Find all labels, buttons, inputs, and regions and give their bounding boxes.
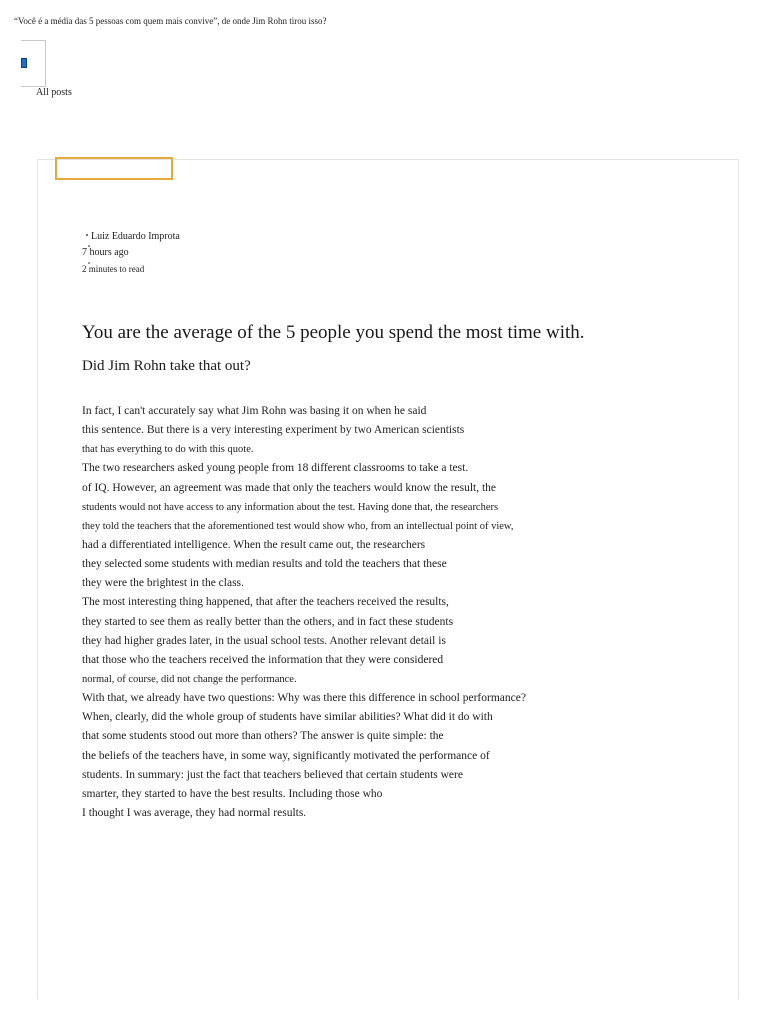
- read-time: 2 minutes to read: [82, 264, 145, 274]
- post-body-line: I thought I was average, they had normal results.: [82, 806, 307, 819]
- post-body-line: students. In summary: just the fact that teachers believed that certain students were: [82, 768, 463, 781]
- post-body-line: that has everything to do with this quote.: [82, 444, 254, 456]
- focused-element-outline[interactable]: [55, 157, 173, 180]
- post-body-line: normal, of course, did not change the performance.: [82, 673, 297, 685]
- post-body-line: With that, we already have two questions: Why was there this difference in school performance?: [82, 692, 526, 705]
- post-body-line: the beliefs of the teachers have, in some way, significantly motivated the performance of: [82, 749, 490, 762]
- post-body-line: they had higher grades later, in the usual school tests. Another relevant detail is: [82, 634, 446, 647]
- post-body-line: In fact, I can't accurately say what Jim Rohn was basing it on when he said: [82, 405, 427, 417]
- post-body-line: The two researchers asked young people from 18 different classrooms to take a test.: [82, 462, 469, 475]
- post-body-line: smarter, they started to have the best results. Including those who: [82, 787, 383, 800]
- post-body: [82, 402, 722, 823]
- author-name[interactable]: Luiz Eduardo Improta: [91, 231, 180, 242]
- author-avatar[interactable]: [86, 234, 88, 236]
- post-body-line: The most interesting thing happened, that after the teachers received the results,: [82, 596, 449, 609]
- page-tab-title: “Você é a média das 5 pessoas com quem mais convive”, de onde Jim Rohn tirou isso?: [14, 16, 327, 26]
- post-body-line: that those who the teachers received the information that they were considered: [82, 653, 444, 666]
- site-logo-icon[interactable]: [21, 58, 27, 68]
- post-body-line: When, clearly, did the whole group of students have similar abilities? What did it do with: [82, 711, 493, 724]
- post-body-line: they were the brightest in the class.: [82, 577, 244, 590]
- post-body-line: students would not have access to any information about the test. Having done that, the researchers: [82, 501, 499, 513]
- post-time-ago: 7 hours ago: [82, 247, 129, 258]
- post-body-line: had a differentiated intelligence. When the result came out, the researchers: [82, 538, 426, 551]
- post-body-line: they selected some students with median results and told the teachers that these: [82, 558, 447, 571]
- post-title: You are the average of the 5 people you spend the most time with.: [82, 322, 585, 343]
- post-body-line: they started to see them as really better than the others, and in fact these students: [82, 615, 454, 628]
- post-subtitle: Did Jim Rohn take that out?: [82, 358, 251, 374]
- post-body-line: this sentence. But there is a very interesting experiment by two American scientists: [82, 424, 465, 437]
- post-body-line: of IQ. However, an agreement was made that only the teachers would know the result, the: [82, 481, 497, 494]
- all-posts-link[interactable]: All posts: [36, 87, 72, 98]
- post-body-line: that some students stood out more than others? The answer is quite simple: the: [82, 730, 444, 743]
- post-body-line: they told the teachers that the aforementioned test would show who, from an intellectual point of view,: [82, 520, 514, 532]
